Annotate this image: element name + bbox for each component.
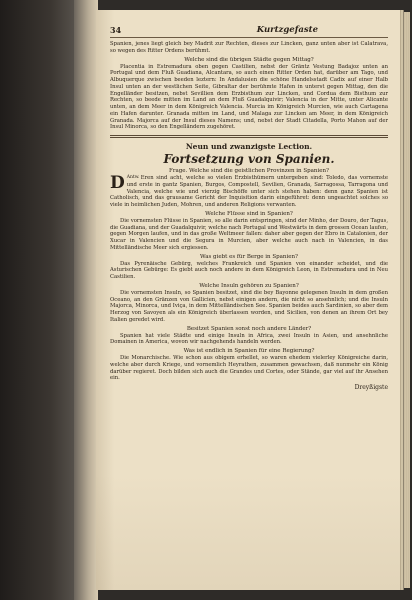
- section-rule-top: [110, 135, 388, 136]
- spine-gutter: [74, 0, 98, 600]
- answer-5: Die vornemsten Insuln, so Spanien besitzet, sind die bey Bayonne gelegenen Insuln in dem großen Oceano, an den Gränzen von Gallicien, nebst einigen andern, die nicht so ansehnlich; und die Insuln Majorca, Minorca, und Iviça, in dem Mittelländischen See. Spanien beides auch Sardinien, so aber dem Herzog von Savoyen als ein Königreich überlassen worden, und Sicilien, von denen an ihrem Ort bey Italien geredet wird.: [110, 289, 388, 323]
- paragraph-intro: Spanien, jenes liegt gleich bey Madrit zur Rechten, dieses zur Lincken, ganz unten aber ist Calatrava, so wegen des Ritter Ordens berühmt.: [110, 41, 388, 54]
- page-number: 34: [110, 25, 122, 35]
- lection-heading: Neun und zwanzigste Lection.: [185, 142, 313, 151]
- question-2: Frage. Welche sind die geistlichen Provinzen in Spanien?: [169, 168, 329, 174]
- catchword: Dreyßigste: [354, 384, 388, 391]
- answer-7: Die Monarchische. Wie schon aus obigem erhellet, so waren ehedem vielerley Königreiche darin, welche aber durch Kriege, und vornemlich Heyrathen, zusammen gewachsen, daß nunmehr ein König darüber regieret. Doch bilden sich auch die Grandes und Cortes, oder Stände, gar viel auf ihr Ansehen ein.: [110, 355, 388, 382]
- answer-6: Spanien hat viele Städte und einige Insuln in Africa, zwei Insuln in Asien, und ansehnliche Domainen in America, wovon wir nachgehends handeln werden.: [110, 332, 388, 346]
- question-1: Welche sind die übrigen Städte gegen Mittag?: [184, 56, 314, 63]
- question-4: Was giebt es für Berge in Spanien?: [200, 253, 298, 260]
- drop-cap: D: [110, 173, 125, 193]
- page-header: [110, 22, 388, 38]
- answer-2: [110, 175, 388, 209]
- question-3: Welche Flüsse sind in Spanien?: [205, 210, 293, 217]
- answer-2-text: Eren sind acht, welche so vielen Erzbisthümern untergeben sind: Toledo, das vornemste und erste in gantz Spanien, Burgos, Compostell, Sevilien, Granada, Sarragossa, Tarragona und Valencia, welche wie und vierzig Bischöffe unter sich stehen haben: denn ganz Spanien ist Catholisch, und das grausame Gericht der Inquisition darin eingeführet: denn ungeachtet solches so viele in heimlichen Juden, Mohren, und anderen Religions verwanten.: [110, 175, 388, 208]
- answer-1: Placentia in Estremadura oben gegen Castilien, nebst der Gräntz Vestung Badajoz unten an Portugal und dem Fluß Guadiana, Alcantara, so auch einen Ritter Orden hat, darüber am Tago, und Albuquerque zwischen beeden leztern: In Andalusien die schöne Handelsstadt Cadix auf einer Halb Insul unten an der westlichen Seite, Gibraltar der berühmte Hafen in unterst gegen Mittag, den die Engelländer besitzen, nebst Sevillien dem Erzbisthum zur Lincken, und Cordua dem Bisthum zur Rechten, so beede mitten im Land an dem Fluß Guadalquivir; Valencia in der Mitte, unter Alicante unten, an dem Meer in dem Königreich Valencia. Murcia im Königreich Murcien, wie auch Cartagena ein Hafen darunter. Granada mitten im Land, und Malaga zur Lincken am Meer, in dem Königreich Granada. Majorca auf der Insul dieses Namens; und, nebst der Stadt Citadella, Porto Mahon auf der Insul Minorca, so den Engelländern zugehöret.: [110, 63, 388, 131]
- section-rule-bottom: [110, 137, 388, 138]
- question-5: Welche Insuln gehören zu Spanien?: [199, 282, 299, 289]
- question-6: Besitzet Spanien sonst noch andere Länder?: [186, 325, 312, 332]
- answer-marker: Antw.: [126, 175, 140, 180]
- chapter-title: Fortsetzung von Spanien.: [163, 152, 335, 166]
- running-head: Kurtzgefaste: [256, 25, 318, 35]
- book-page: [96, 10, 400, 590]
- answer-4: Das Pyrenäische Gebürg, welches Frankreich und Spanien von einander scheidet, und die Asturischen Gebürge: Es giebt auch noch andere in dem Königreich Leon, in Estremadura und in Neu Castilien.: [110, 260, 388, 280]
- answer-3: Die vornemsten Flüsse in Spanien, so alle darin entspringen, sind der Minho, der Douro, der Tagus, die Guadiana, und der Guadalquivir, welche nach Portugal und Westwärts in dem grossen Ocean laufen, gegen Morgen laufen, und in das große Weltmeer fallen: daher aber gegen der Ebro in Catalonien, der Xucar in Valencien und die Segura in Murcien, aber welche auch nach in Valencien, in das Mittelländische Meer sich ergiessen.: [110, 217, 388, 251]
- page-content: [110, 22, 388, 391]
- page-edges: [400, 12, 410, 588]
- question-7: Was ist endlich in Spanien für eine Regierung?: [183, 348, 315, 354]
